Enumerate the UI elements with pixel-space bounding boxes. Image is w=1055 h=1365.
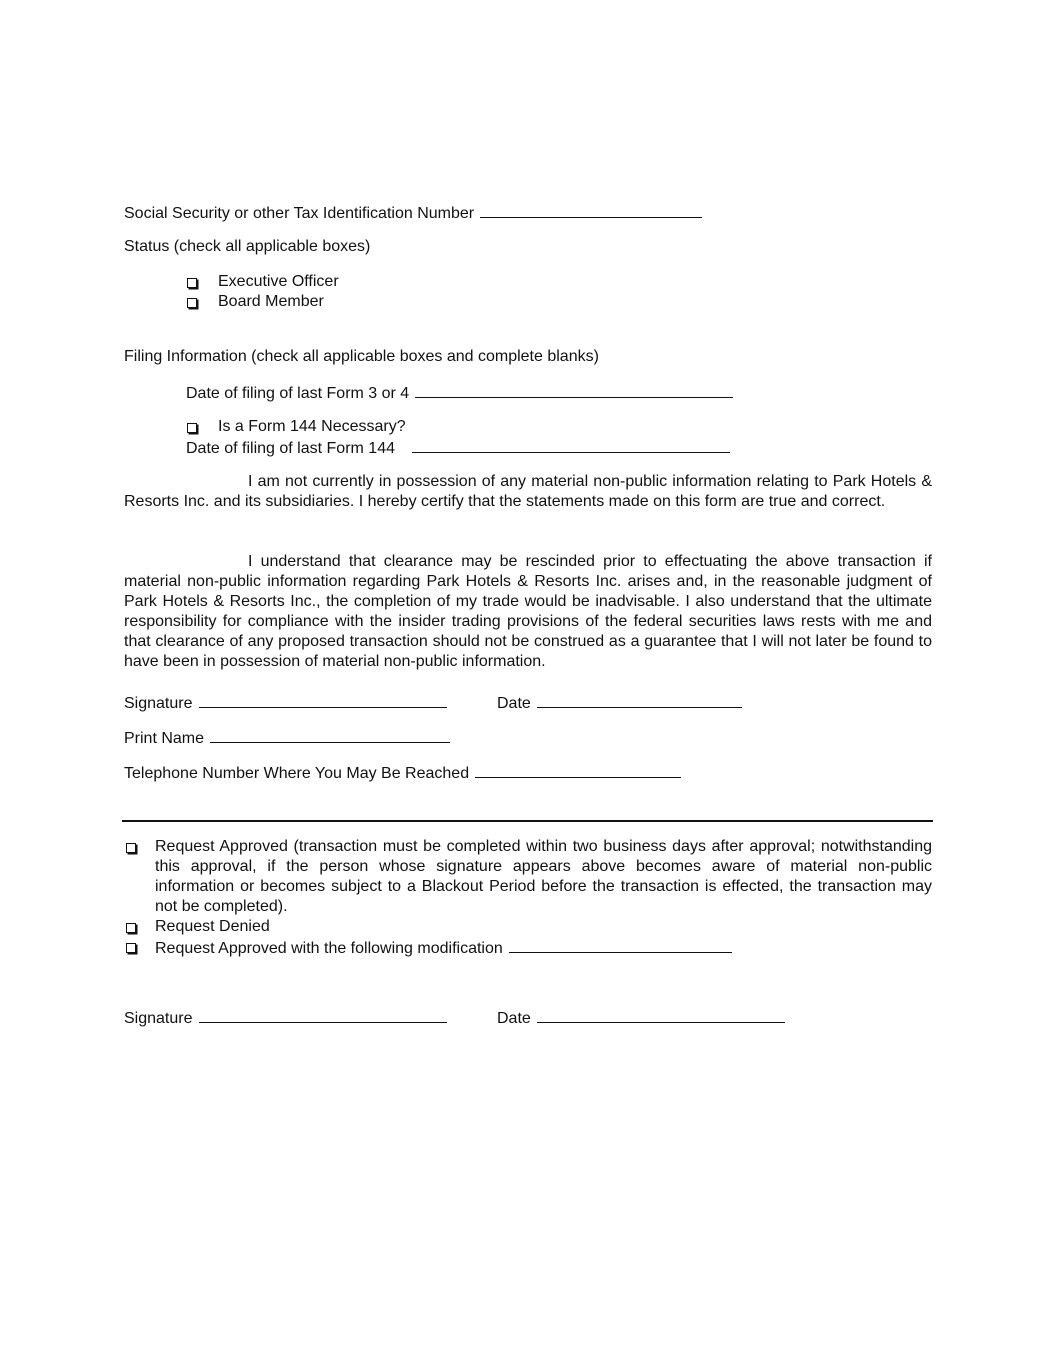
last-form-144-input[interactable]	[412, 437, 730, 453]
requester-signature-row	[124, 692, 447, 714]
approval-section	[124, 837, 932, 959]
understanding-text: I understand that clearance may be rescinded prior to effectuating the above transaction if material non-public information regarding Park Hotels & Resorts Inc. arises and, in the reasonable judgment of Park Hotels & Resorts Inc., the completion of my trade would be inadvisable. I also understand that the ultimate responsibility for compliance with the insider trading provisions of the federal securities laws rests with me and that clearance of any proposed transaction should not be construed as a guarantee that I will not later be found to have been in possession of material non-public information.	[124, 553, 932, 670]
print-name-input[interactable]	[210, 727, 450, 743]
status-option-label: Board Member	[218, 293, 324, 310]
checkbox-icon[interactable]	[126, 843, 136, 853]
requester-date-input[interactable]	[537, 692, 742, 708]
approval-option-label: Request Approved (transaction must be completed within two business days after approval; notwithstanding this approval, if the person whose signature appears above becomes aware of material non-public information or becomes subject to a Blackout Period before the transaction is effected, the transaction may not be completed).	[155, 838, 932, 915]
date-label: Date	[497, 1010, 531, 1027]
last-form-144-row	[186, 437, 730, 459]
telephone-row	[124, 762, 681, 784]
approver-signature-input[interactable]	[199, 1007, 447, 1023]
approval-option-approved-modified[interactable]	[124, 937, 932, 959]
approval-option-label: Request Approved with the following modification	[155, 940, 503, 957]
print-name-label: Print Name	[124, 730, 205, 747]
approver-date-input[interactable]	[537, 1007, 785, 1023]
ssn-field-row	[124, 202, 702, 224]
certification-text: I am not currently in possession of any material non-public information relating to Park Hotels & Resorts Inc. and its subsidiaries. I hereby certify that the statements made on this form are true and correct.	[124, 473, 932, 510]
certification-paragraph	[124, 472, 932, 512]
print-name-row	[124, 727, 450, 749]
requester-signature-input[interactable]	[199, 692, 447, 708]
signature-label: Signature	[124, 695, 193, 712]
checkbox-icon[interactable]	[187, 278, 197, 288]
requester-date-row	[497, 692, 742, 714]
last-form-3-4-input[interactable]	[415, 382, 733, 398]
last-form-3-4-row	[186, 382, 733, 404]
last-form-3-4-label: Date of filing of last Form 3 or 4	[186, 385, 410, 402]
checkbox-icon[interactable]	[126, 923, 136, 933]
ssn-label: Social Security or other Tax Identification Number	[124, 205, 475, 222]
signature-label: Signature	[124, 1010, 193, 1027]
telephone-label: Telephone Number Where You May Be Reached	[124, 765, 470, 782]
section-divider	[122, 820, 933, 822]
checkbox-icon[interactable]	[187, 298, 197, 308]
approval-option-label: Request Denied	[155, 918, 270, 935]
form-144-question-label: Is a Form 144 Necessary?	[218, 418, 406, 435]
telephone-input[interactable]	[475, 762, 681, 778]
understanding-paragraph	[124, 552, 932, 672]
approver-signature-row	[124, 1007, 447, 1029]
modification-input[interactable]	[509, 937, 732, 953]
filing-heading: Filing Information (check all applicable boxes and complete blanks)	[124, 348, 599, 365]
ssn-input[interactable]	[480, 202, 702, 218]
status-heading: Status (check all applicable boxes)	[124, 238, 371, 255]
checkbox-icon[interactable]	[126, 943, 136, 953]
approver-date-row	[497, 1007, 785, 1029]
status-option-label: Executive Officer	[218, 273, 339, 290]
date-label: Date	[497, 695, 531, 712]
approval-option-denied[interactable]	[124, 917, 932, 937]
last-form-144-label: Date of filing of last Form 144	[186, 440, 395, 457]
approval-option-approved[interactable]	[124, 837, 932, 917]
checkbox-icon[interactable]	[187, 423, 197, 433]
